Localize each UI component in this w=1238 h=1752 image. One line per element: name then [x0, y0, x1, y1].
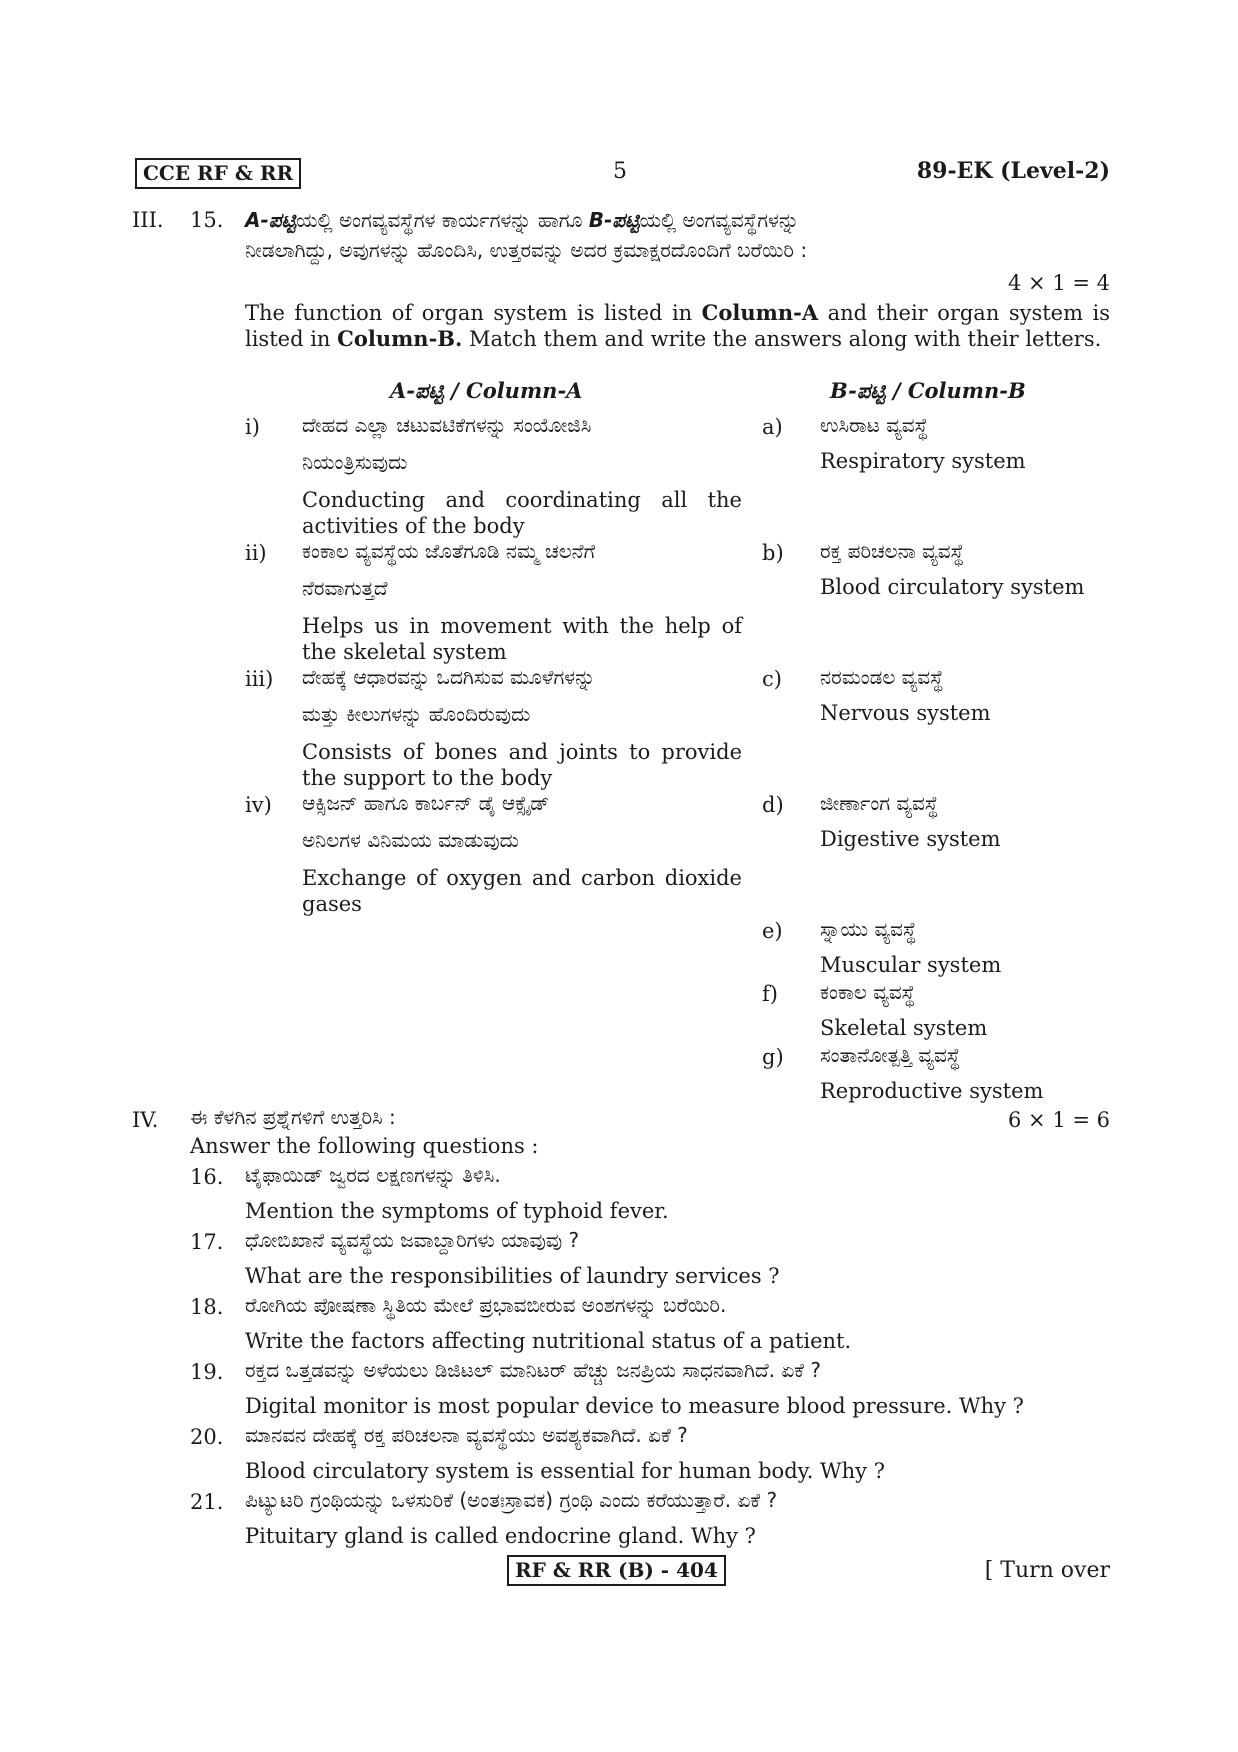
column-b-en: Reproductive system: [820, 1079, 1044, 1103]
column-a-kn: ಅನಿಲಗಳ ವಿನಿಮಯ ಮಾಡುವುದು: [302, 828, 519, 852]
column-a-en: Helps us in movement with the help of the skeletal system: [302, 614, 742, 664]
column-b-letter: d): [762, 793, 784, 817]
column-b-kn: ರಕ್ತ ಪರಿಚಲನಾ ವ್ಯವಸ್ಥೆ: [820, 539, 965, 563]
section4-instruction-english: Answer the following questions :: [190, 1134, 539, 1158]
column-b-kn: ಉಸಿರಾಟ ವ್ಯವಸ್ಥೆ: [820, 413, 929, 437]
question-15-kannada: A-ಪಟ್ಟಿಯಲ್ಲಿ ಅಂಗವ್ಯವಸ್ಥೆಗಳ ಕಾರ್ಯಗಳನ್ನು ಹಾಗೂ B-ಪಟ್ಟಿಯಲ್ಲಿ ಅಂಗವ್ಯವಸ್ಥೆಗಳನ್ನು: [245, 208, 800, 232]
question-english: Mention the symptoms of typhoid fever.: [245, 1199, 669, 1223]
question-number: 19.: [190, 1360, 224, 1384]
question-english: Write the factors affecting nutritional status of a patient.: [245, 1329, 852, 1353]
column-a-kn: ನೆರವಾಗುತ್ತದೆ: [302, 576, 388, 600]
column-b-letter: g): [762, 1045, 784, 1069]
column-a-num: i): [245, 415, 260, 439]
column-b-letter: a): [762, 415, 783, 439]
question-number: 15.: [190, 208, 224, 232]
footer-code-box: RF & RR (B) - 404: [507, 1555, 726, 1586]
column-a-kn: ದೇಹದ ಎಲ್ಲಾ ಚಟುವಟಿಕೆಗಳನ್ನು ಸಂಯೋಜಿಸಿ: [302, 413, 592, 437]
column-a-kn: ಆಕ್ಸಿಜನ್ ಹಾಗೂ ಕಾರ್ಬನ್ ಡೈ ಆಕ್ಸೈಡ್: [302, 791, 550, 815]
column-a-label-kn: A-ಪಟ್ಟಿ: [245, 208, 297, 232]
column-b-en: Respiratory system: [820, 449, 1026, 473]
section4-instruction-kannada: ಈ ಕೆಳಗಿನ ಪ್ರಶ್ನೆಗಳಿಗೆ ಉತ್ತರಿಸಿ :: [190, 1105, 396, 1129]
column-a-en: Conducting and coordinating all the activities of the body: [302, 488, 742, 538]
column-b-kn: ಜೀರ್ಣಾಂಗ ವ್ಯವಸ್ಥೆ: [820, 791, 939, 815]
column-b-kn: ನರಮಂಡಲ ವ್ಯವಸ್ಥೆ: [820, 665, 944, 689]
section4-marks: 6 × 1 = 6: [1008, 1108, 1110, 1132]
column-a-en: Exchange of oxygen and carbon dioxide gases: [302, 866, 742, 916]
column-b-letter: c): [762, 667, 782, 691]
column-b-kn: ಕಂಕಾಲ ವ್ಯವಸ್ಥೆ: [820, 980, 916, 1004]
question-kannada: ಪಿಟ್ಯುಟರಿ ಗ್ರಂಥಿಯನ್ನು ಒಳಸುರಿಕೆ (ಅಂತಃಸ್ರಾವಕ) ಗ್ರಂಥಿ ಎಂದು ಕರೆಯುತ್ತಾರೆ. ಏಕೆ ?: [245, 1488, 778, 1512]
column-a-kn: ಕಂಕಾಲ ವ್ಯವಸ್ಥೆಯ ಜೊತೆಗೂಡಿ ನಮ್ಮ ಚಲನೆಗೆ: [302, 539, 596, 563]
question-number: 17.: [190, 1230, 224, 1254]
paper-code: 89-EK (Level-2): [916, 158, 1110, 184]
question-number: 16.: [190, 1165, 224, 1189]
column-a-en: Consists of bones and joints to provide the support to the body: [302, 740, 742, 790]
question-kannada: ಧೋಬಿಖಾನೆ ವ್ಯವಸ್ಥೆಯ ಜವಾಬ್ದಾರಿಗಳು ಯಾವುವು ?: [245, 1228, 580, 1252]
section3-marks: 4 × 1 = 4: [1008, 271, 1110, 295]
column-b-heading: B-ಪಟ್ಟಿ / Column-B: [830, 378, 1026, 403]
column-a-num: iv): [245, 793, 272, 817]
question-kannada: ಟೈಫಾಯಿಡ್ ಜ್ವರದ ಲಕ್ಷಣಗಳನ್ನು ತಿಳಿಸಿ.: [245, 1163, 501, 1187]
column-b-en: Nervous system: [820, 701, 991, 725]
question-15-kannada-line2: ನೀಡಲಾಗಿದ್ದು, ಅವುಗಳನ್ನು ಹೊಂದಿಸಿ, ಉತ್ತರವನ್ನು ಅದರ ಕ್ರಮಾಕ್ಷರದೊಂದಿಗೆ ಬರೆಯಿರಿ :: [245, 238, 808, 262]
page-number: 5: [613, 159, 627, 184]
column-b-en: Muscular system: [820, 953, 1002, 977]
question-english: Digital monitor is most popular device to measure blood pressure. Why ?: [245, 1394, 1024, 1418]
question-number: 20.: [190, 1425, 224, 1449]
question-number: 18.: [190, 1295, 224, 1319]
column-b-en: Blood circulatory system: [820, 575, 1085, 599]
column-b-kn: ಸ್ನಾಯು ವ್ಯವಸ್ಥೆ: [820, 917, 917, 941]
column-b-letter: b): [762, 541, 784, 565]
header-code-box: CCE RF & RR: [135, 158, 301, 189]
question-english: What are the responsibilities of laundry services ?: [245, 1264, 780, 1288]
question-english: Blood circulatory system is essential for human body. Why ?: [245, 1459, 885, 1483]
question-kannada: ಮಾನವನ ದೇಹಕ್ಕೆ ರಕ್ತ ಪರಿಚಲನಾ ವ್ಯವಸ್ಥೆಯು ಅವಶ್ಯಕವಾಗಿದೆ. ಏಕೆ ?: [245, 1423, 688, 1447]
question-kannada: ರೋಗಿಯ ಪೋಷಣಾ ಸ್ಥಿತಿಯ ಮೇಲೆ ಪ್ರಭಾವಬೀರುವ ಅಂಶಗಳನ್ನು ಬರೆಯಿರಿ.: [245, 1293, 727, 1317]
column-b-en: Digestive system: [820, 827, 1001, 851]
column-a-kn: ಮತ್ತು ಕೀಲುಗಳನ್ನು ಹೊಂದಿರುವುದು: [302, 702, 531, 726]
column-b-label-kn: B-ಪಟ್ಟಿ: [588, 208, 640, 232]
column-a-heading: A-ಪಟ್ಟಿ / Column-A: [390, 378, 583, 403]
turn-over-note: [ Turn over: [984, 1558, 1110, 1583]
question-english: Pituitary gland is called endocrine gland. Why ?: [245, 1524, 756, 1548]
column-a-num: iii): [245, 667, 274, 691]
question-15-english: The function of organ system is listed in Column-A and their organ system is listed in Column-B. Match them and write the answers along with their letters.: [245, 300, 1110, 351]
column-a-kn: ದೇಹಕ್ಕೆ ಆಧಾರವನ್ನು ಒದಗಿಸುವ ಮೂಳೆಗಳನ್ನು: [302, 665, 596, 689]
section-number: IV.: [132, 1108, 159, 1132]
column-a-kn: ನಿಯಂತ್ರಿಸುವುದು: [302, 450, 408, 474]
section-number: III.: [132, 208, 164, 232]
column-b-kn: ಸಂತಾನೋತ್ಪತ್ತಿ ವ್ಯವಸ್ಥೆ: [820, 1043, 961, 1067]
question-number: 21.: [190, 1490, 224, 1514]
column-b-en: Skeletal system: [820, 1016, 988, 1040]
column-b-letter: e): [762, 919, 783, 943]
column-b-letter: f): [762, 982, 778, 1006]
question-kannada: ರಕ್ತದ ಒತ್ತಡವನ್ನು ಅಳೆಯಲು ಡಿಜಿಟಲ್ ಮಾನಿಟರ್ ಹೆಚ್ಚು ಜನಪ್ರಿಯ ಸಾಧನವಾಗಿದೆ. ಏಕೆ ?: [245, 1358, 822, 1382]
column-a-num: ii): [245, 541, 267, 565]
